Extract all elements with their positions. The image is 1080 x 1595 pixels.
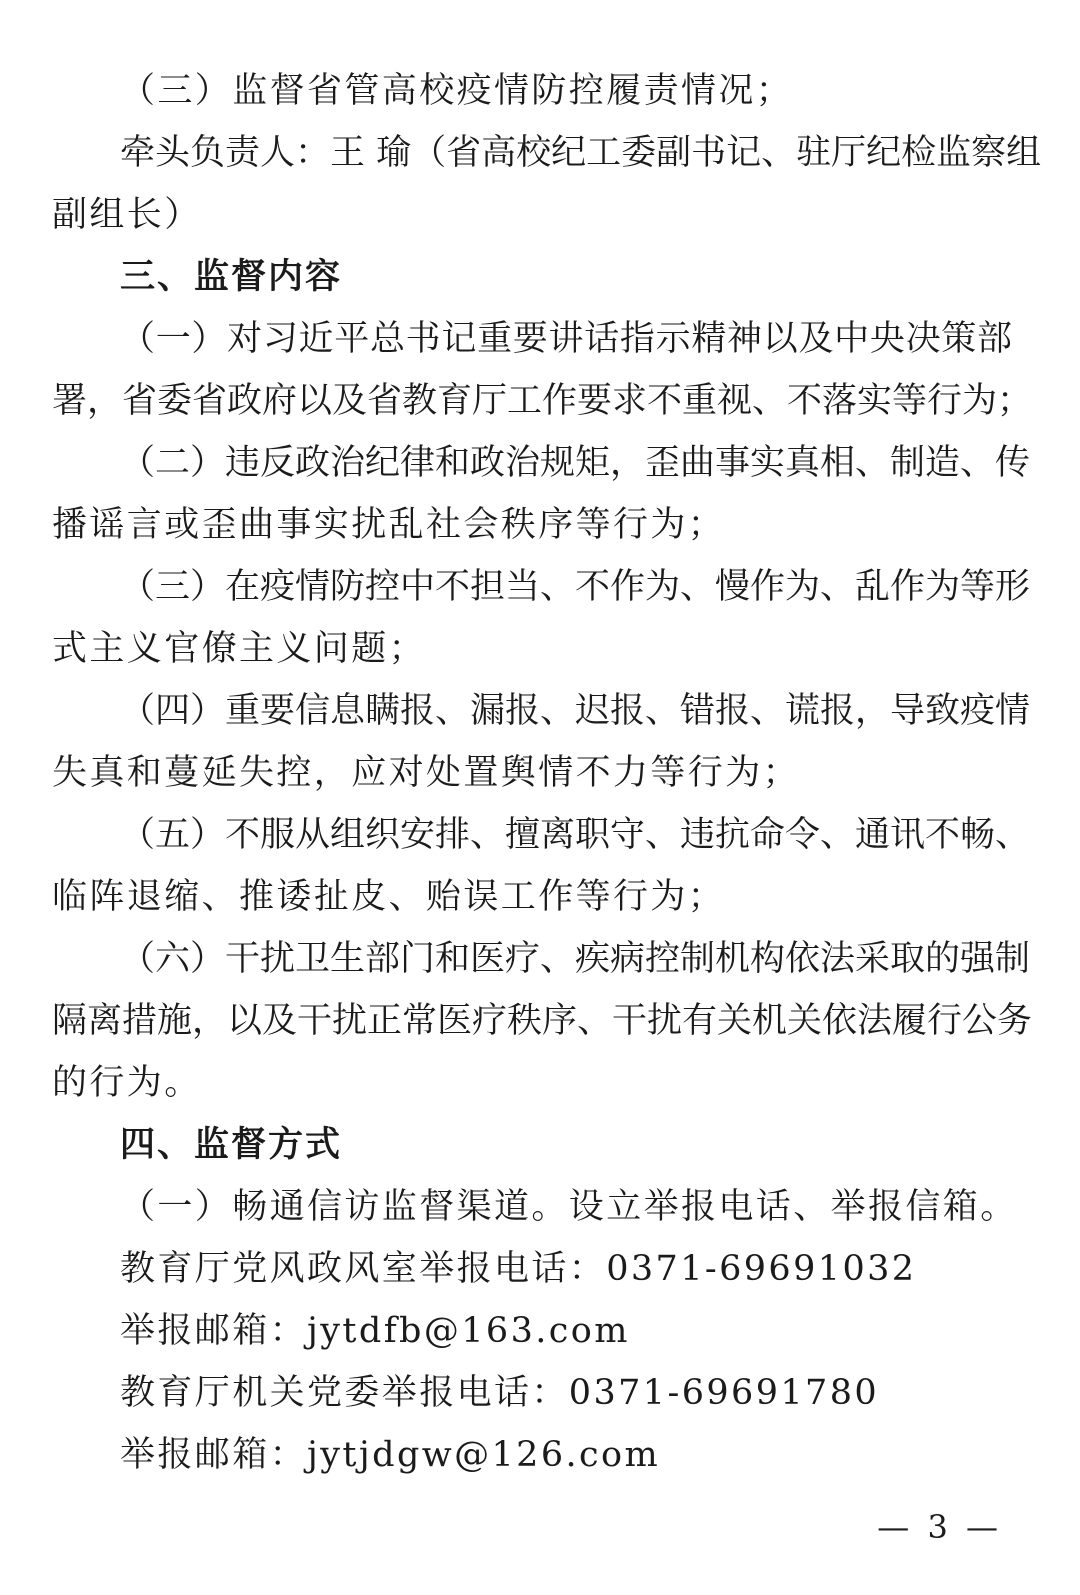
section-heading-supervision-content: 三、监督内容 <box>120 257 343 297</box>
item-3-supervise-universities: （三）监督省管高校疫情防控履责情况； <box>120 71 794 111</box>
email-style-office: 举报邮箱：jytdfb@163.com <box>120 1311 630 1351</box>
hotline-party-committee: 教育厅机关党委举报电话：0371-69691780 <box>120 1373 880 1413</box>
content-item-2-cont: 播谣言或歪曲事实扰乱社会秩序等行为； <box>52 505 726 545</box>
email-party-committee: 举报邮箱：jytjdgw@126.com <box>120 1435 661 1475</box>
hotline-style-office: 教育厅党风政风室举报电话：0371-69691032 <box>120 1249 917 1289</box>
content-item-6-end: 的行为。 <box>52 1063 202 1103</box>
content-item-3-cont: 式主义官僚主义问题； <box>52 629 427 669</box>
page-number: — 3 — <box>877 1508 1002 1546</box>
content-item-1-cont: 署，省委省政府以及省教育厅工作要求不重视、不落实等行为； <box>52 381 1033 421</box>
content-item-1: （一）对习近平总书记重要讲话指示精神以及中央决策部 <box>120 319 1012 359</box>
content-item-2: （二）违反政治纪律和政治规矩，歪曲事实真相、制造、传 <box>120 443 1031 483</box>
document-body <box>52 60 1042 1486</box>
lead-person-line-cont: 副组长） <box>52 195 202 235</box>
content-item-6: （六）干扰卫生部门和医疗、疾病控制机构依法采取的强制 <box>120 939 1031 979</box>
lead-person-line: 牵头负责人：王 瑜（省高校纪工委副书记、驻厅纪检监察组 <box>120 133 1042 173</box>
content-item-4-cont: 失真和蔓延失控，应对处置舆情不力等行为； <box>52 753 801 793</box>
content-item-5: （五）不服从组织安排、擅离职守、违抗命令、通讯不畅、 <box>120 815 1031 855</box>
content-item-6-cont: 隔离措施，以及干扰正常医疗秩序、干扰有关机关依法履行公务 <box>52 1001 1033 1041</box>
section-heading-supervision-method: 四、监督方式 <box>120 1125 343 1165</box>
method-item-1: （一）畅通信访监督渠道。设立举报电话、举报信箱。 <box>120 1187 1018 1227</box>
content-item-3: （三）在疫情防控中不担当、不作为、慢作为、乱作为等形 <box>120 567 1031 607</box>
content-item-5-cont: 临阵退缩、推诿扯皮、贻误工作等行为； <box>52 877 726 917</box>
content-item-4: （四）重要信息瞒报、漏报、迟报、错报、谎报，导致疫情 <box>120 691 1031 731</box>
